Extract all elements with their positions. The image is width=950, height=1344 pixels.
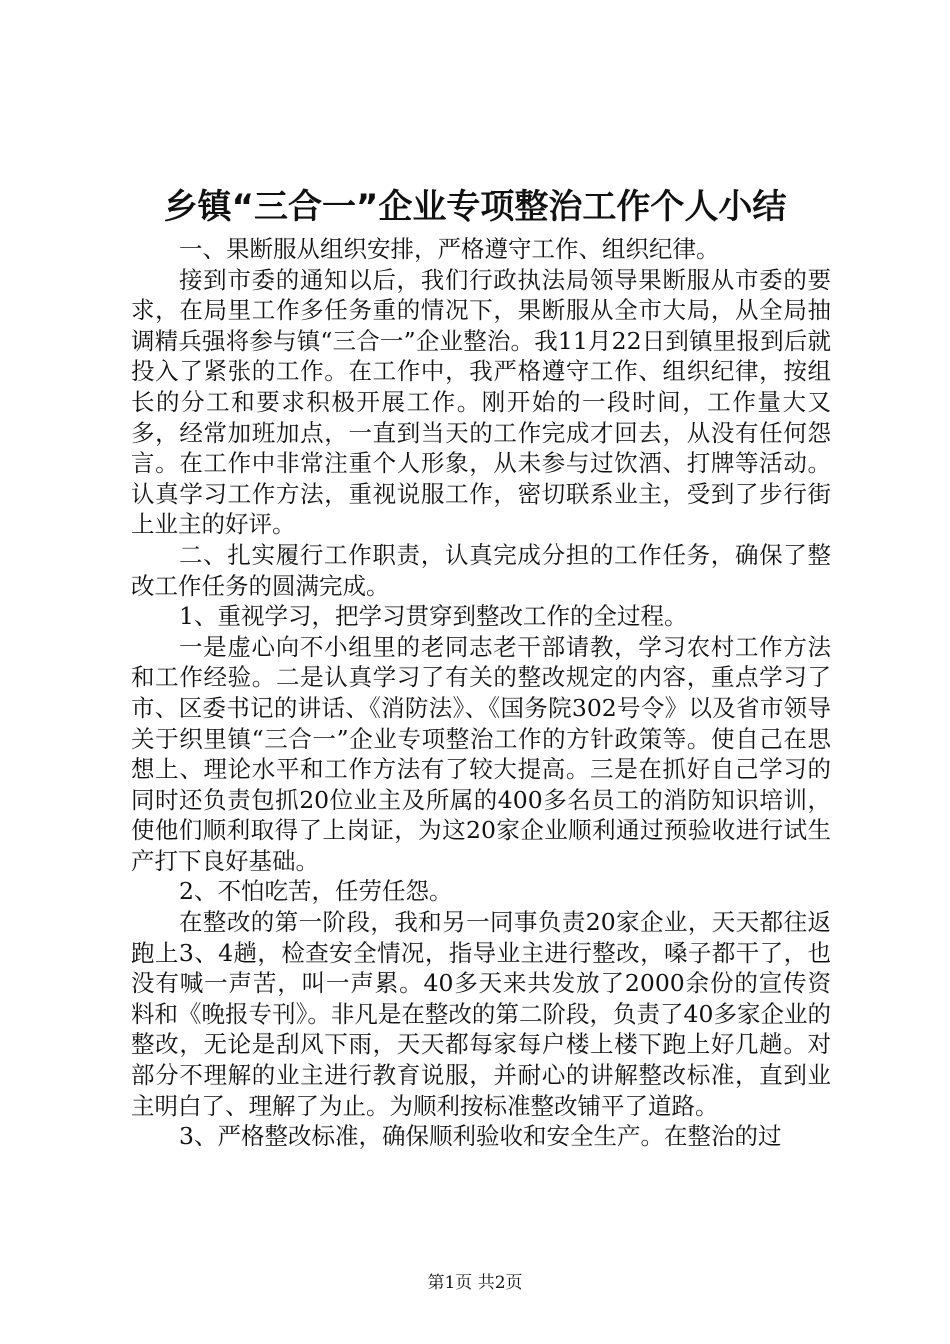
section-heading-2: 二、扎实履行工作职责，认真完成分担的工作任务，确保了整改工作任务的圆满完成。	[131, 540, 831, 600]
subsection-heading-2: 2、不怕吃苦，任劳任怨。	[179, 877, 453, 906]
body-paragraph: 接到市委的通知以后，我们行政执法局领导果断服从市委的要求，在局里工作多任务重的情况下，果断服从全市大局，从全局抽调精兵强将参与镇“三合一”企业整治。我11月22日到镇里报到后就投入了紧张的工作。在工作中，我严格遵守工作、组织纪律，按组长的分工和要求积极开展工作。刚开始的一段时间，工作量大又多，经常加班加点，一直到当天的工作完成才回去，从没有任何怨言。在工作中非常注重个人形象，从未参与过饮酒、打牌等活动。认真学习工作方法，重视说服工作，密切联系业主，受到了步行街上业主的好评。	[131, 265, 831, 539]
page-number-footer: 第1页 共2页	[427, 1273, 523, 1293]
subsection-heading-1: 1、重视学习，把学习贯穿到整改工作的全过程。	[179, 602, 688, 631]
document-title: 乡镇“三合一”企业专项整治工作个人小结	[163, 187, 787, 227]
document-body	[131, 234, 831, 1152]
body-paragraph: 一是虚心向不小组里的老同志老干部请教，学习农村工作方法和工作经验。二是认真学习了有关的整改规定的内容，重点学习了市、区委书记的讲话、《消防法》、《国务院302号令》以及省市领导关于织里镇“三合一”企业专项整治工作的方针政策等。使自己在思想上、理论水平和工作方法有了较大提高。三是在抓好自己学习的同时还负责包抓20位业主及所属的400多名员工的消防知识培训，使他们顺利取得了上岗证，为这20家企业顺利通过预验收进行试生产打下良好基础。	[131, 632, 831, 875]
subsection-heading-3: 3、严格整改标准，确保顺利验收和安全生产。在整治的过	[179, 1122, 782, 1151]
section-heading-1: 一、果断服从组织安排，严格遵守工作、组织纪律。	[179, 235, 720, 263]
body-paragraph: 在整改的第一阶段，我和另一同事负责20家企业，天天都往返跑上3、4趟，检查安全情况，指导业主进行整改，嗓子都干了，也没有喊一声苦，叫一声累。40多天来共发放了2000余份的宣传资料和《晚报专刊》。非凡是在整改的第二阶段，负责了40多家企业的整改，无论是刮风下雨，天天都每家每户楼上楼下跑上好几趟。对部分不理解的业主进行教育说服，并耐心的讲解整改标准，直到业主明白了、理解了为止。为顺利按标准整改铺平了道路。	[131, 908, 831, 1120]
